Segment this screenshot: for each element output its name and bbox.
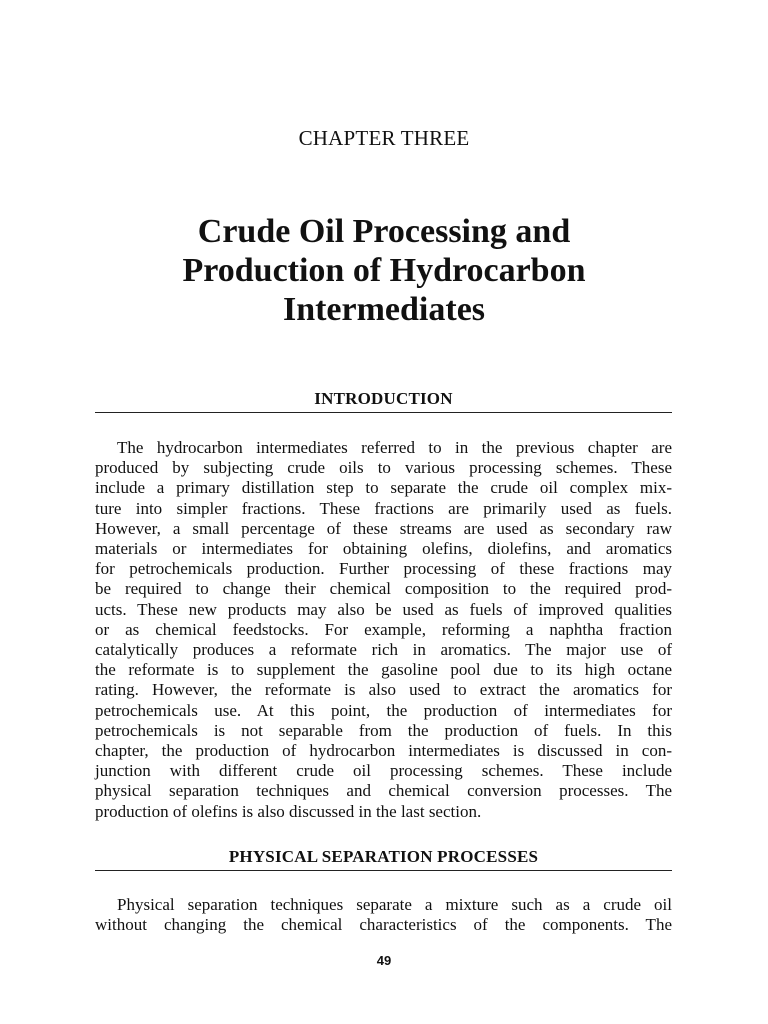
text-line: produced by subjecting crude oils to various processing schemes. These [95, 458, 672, 478]
text-line: include a primary distillation step to separate the crude oil complex mix- [95, 478, 672, 498]
text-line: junction with different crude oil processing schemes. These include [95, 761, 672, 781]
text-line: materials or intermediates for obtaining olefins, diolefins, and aromatics [95, 539, 672, 559]
text-line: petrochemicals is not separable from the production of fuels. In this [95, 720, 672, 740]
chapter-label: CHAPTER THREE [298, 126, 470, 150]
chapter-title [0, 212, 768, 329]
text-line: ture into simpler fractions. These fractions are primarily used as fuels. [95, 498, 672, 518]
text-line: petrochemicals use. At this point, the production of intermediates for [95, 700, 672, 720]
text-line: or as chemical feedstocks. For example, reforming a naphtha fraction [95, 619, 672, 639]
introduction-paragraph [95, 438, 672, 822]
text-line: However, a small percentage of these streams are used as secondary raw [95, 518, 672, 538]
text-line: be required to change their chemical composition to the required prod- [95, 579, 672, 599]
page-number: 49 [376, 953, 392, 968]
chapter-title-line: Crude Oil Processing and [197, 213, 571, 250]
chapter-title-line: Intermediates [282, 291, 486, 328]
text-line: production of olefins is also discussed in the last section. [95, 801, 482, 821]
text-line: physical separation techniques and chemical conversion processes. The [95, 781, 672, 801]
text-line: without changing the chemical characteristics of the components. The [95, 915, 672, 935]
physical-separation-paragraph [95, 895, 672, 935]
text-line: Physical separation techniques separate a mixture such as a crude oil [117, 895, 672, 914]
section-heading-physical-separation: PHYSICAL SEPARATION PROCESSES [228, 847, 539, 866]
chapter-title-line: Production of Hydrocarbon [182, 252, 586, 289]
section-heading-introduction: INTRODUCTION [314, 389, 453, 408]
section-rule [95, 870, 672, 871]
text-line: The hydrocarbon intermediates referred to in the previous chapter are [117, 438, 672, 457]
text-line: for petrochemicals production. Further processing of these fractions may [95, 559, 672, 579]
text-line: catalytically produces a reformate rich in aromatics. The major use of [95, 640, 672, 660]
text-line: chapter, the production of hydrocarbon intermediates is discussed in con- [95, 741, 672, 761]
text-line: the reformate is to supplement the gasoline pool due to its high octane [95, 660, 672, 680]
text-line: rating. However, the reformate is also used to extract the aromatics for [95, 680, 672, 700]
section-rule [95, 412, 672, 413]
text-line: ucts. These new products may also be used as fuels of improved qualities [95, 599, 672, 619]
